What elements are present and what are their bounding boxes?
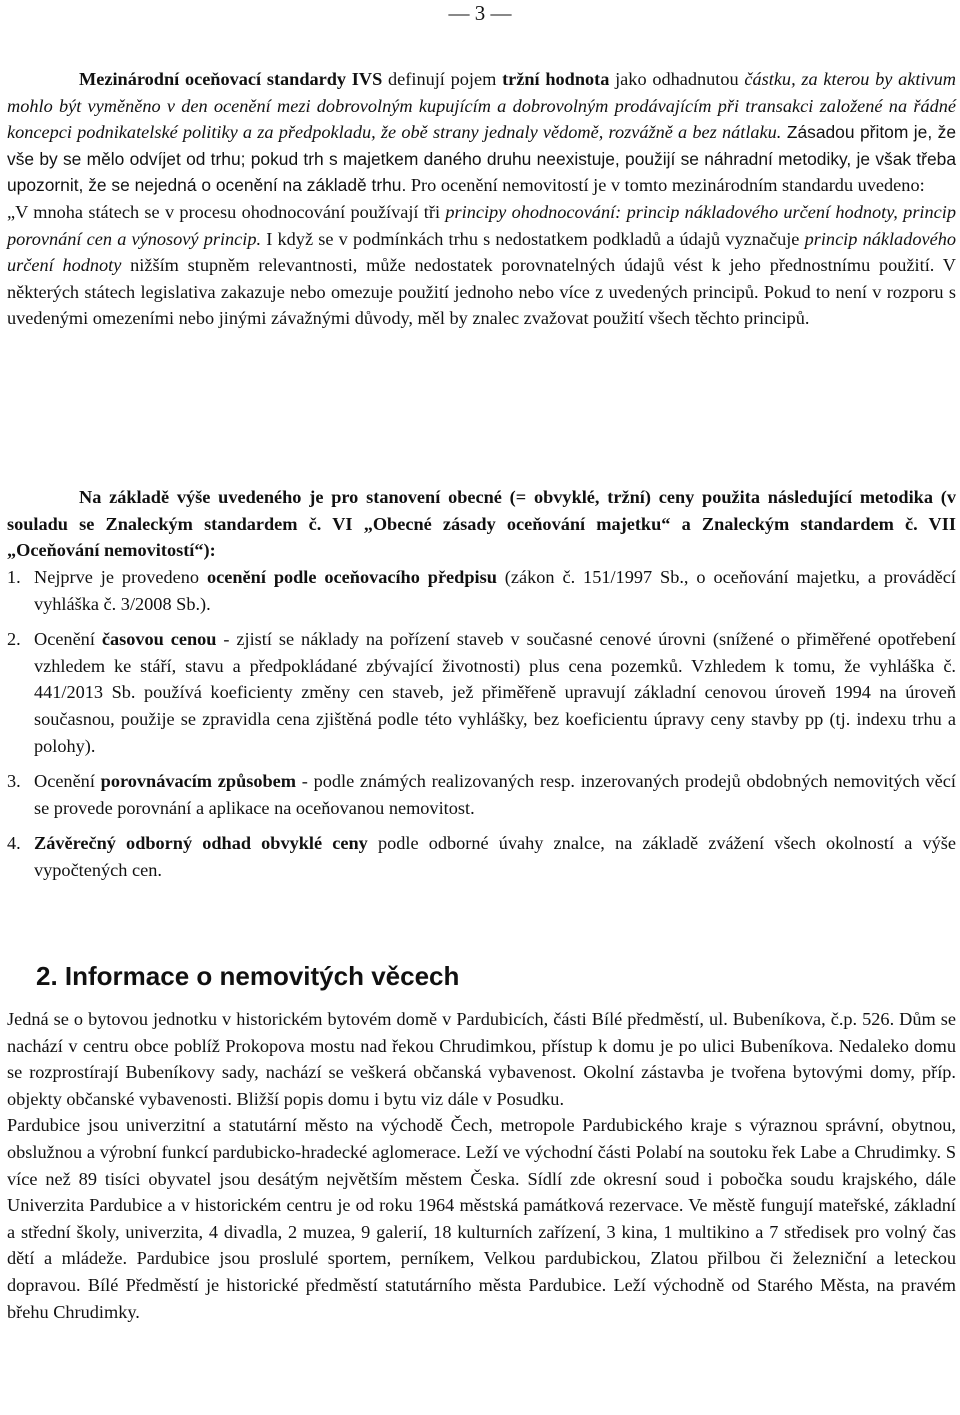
- market-value-definition: částku, za kterou by aktivum mohlo být vyměněno v den ocenění mezi dobrovolným kupujícím a dobrovolným prodávajícím při transakci založené na řádné koncepci podnikatelské politiky a za předpokladu, že obě strany jednaly vědomě, rozvážně a bez nátlaku.: [7, 69, 956, 143]
- list-item: 2. Ocenění časovou cenou - zjistí se náklady na pořízení staveb v současné cenové úrovni (snížené o přiměřené opotřebení vzhledem ke stáří, stavu a předpokládané zbývající životnosti) plus cena pozemků. Vzhledem k tomu, že vyhláška č. 441/2013 Sb. používá koeficienty změny cen staveb, jež přiměřeně upravují základní cenovou úroveň 1994 na úroveň současnou, použije se zpravidla cena zjištěná podle této vyhlášky, bez koeficientu úpravy ceny stavby pp (tj. indexu trhu a polohy).: [7, 629, 956, 756]
- section-heading: 2. Informace o nemovitých věcech: [36, 961, 460, 991]
- property-description: Jedná se o bytovou jednotku v historickém bytovém domě v Pardubicích, části Bílé předměstí, ul. Bubeníkova, č.p. 526. Dům se nachází v centru obce poblíž Prokopova mostu nad řekou Chrudimkou, přístup k domu je po ulici Bubeníkova. Nedaleko domu se rozprostírají Bubeníkovy sady, nachází se veškerá občanská vybavenost. Okolní zástavba je tvořena bytovými domy, příp. objekty občanské vybavenosti. Bližší popis domu i bytu viz dále v Posudku. Pardubice jsou univerzitní a statutární město na východě Čech, metropole Pardubického kraje s výraznou správní, obytnou, obslužnou a výrobní funkcí pardubicko-hradecké aglomerace. Leží ve východní části Polabí na soutoku řek Labe a Chrudimky. S více než 89 tisíci obyvatel jsou desátým největším městem Česka. Sídlí zde okresní soud i pobočka soudu krajského, dále Univerzita Pardubice a v historickém centru je od roku 1964 městská památková rezervace. Ve městě fungují mateřské, základní a střední školy, univerzita, 4 divadla, 2 muzea, 9 galerií, 18 kulturních zařízení, 3 kina, 1 multikino a 7 středisek pro volný čas dětí a mládeže. Pardubice jsou proslulé sportem, perníkem, Velkou pardubickou, Zlatou přilbou či železniční a leteckou dopravou. Bílé Předměstí je historické předměstí statutárního města Pardubice. Leží východně od Starého Města, na pravém břehu Chrudimky.: [7, 1006, 956, 1325]
- list-item: 1. Nejprve je provedeno ocenění podle oceňovacího předpisu (zákon č. 151/1997 Sb., o oceňování majetku, a prováděcí vyhláška č. 3/2008 Sb.).: [7, 567, 956, 614]
- methodology-intro: Na základě výše uvedeného je pro stanovení obecné (= obvyklé, tržní) ceny použita následující metodika (v souladu se Znaleckým standardem č. VI „Obecné zásady oceňování majetku“ a Znaleckým standardem č. VII „Oceňování nemovitostí“):: [7, 487, 956, 561]
- term-market-value: tržní hodnota: [502, 69, 610, 89]
- list-item: 4. Závěrečný odborný odhad obvyklé ceny podle odborné úvahy znalce, na základě zvážení všech okolností a výše vypočtených cen.: [7, 833, 956, 880]
- city-description: Pardubice jsou univerzitní a statutární město na východě Čech, metropole Pardubického kraje s výraznou správní, obytnou, obslužnou a výrobní funkcí pardubicko-hradecké aglomerace. Leží ve východní části Polabí na soutoku řek Labe a Chrudimky. S více než 89 tisíci obyvatel jsou desátým největším městem Česka. Sídlí zde okresní soud i pobočka soudu krajského, dále Univerzita Pardubice a v historickém centru je od roku 1964 městská památková rezervace. Ve městě fungují mateřské, základní a střední školy, univerzita, 4 divadla, 2 muzea, 9 galerií, 18 kulturních zařízení, 3 kina, 1 multikino a 7 středisek pro volný čas dětí a mládeže. Pardubice jsou proslulé sportem, perníkem, Velkou pardubickou, Zlatou přilbou či železniční a leteckou dopravou. Bílé Předměstí je historické předměstí statutárního města Pardubice. Leží východně od Starého Města, na pravém břehu Chrudimky.: [7, 1115, 956, 1322]
- page-number: — 3 —: [448, 1, 512, 25]
- ivs-paragraph: Mezinárodní oceňovací standardy IVS definují pojem tržní hodnota jako odhadnutou částku, za kterou by aktivum mohlo být vyměněno v den ocenění mezi dobrovolným kupujícím a dobrovolným prodávajícím při transakci založené na řádné koncepci podnikatelské politiky a za předpokladu, že obě strany jednaly vědomě, rozvážně a bez nátlaku. Zásadou přitom je, že vše by se mělo odvíjet od trhu; pokud trh s majetkem daného druhu neexistuje, použijí se náhradní metodiky, je však třeba upozornit, že se nejedná o ocenění na základě trhu. Pro ocenění nemovitostí je v tomto mezinárodním standardu uvedeno: „V mnoha státech se v procesu ohodnocování používají tři principy ohodnocování: princip nákladového určení hodnoty, princip porovnání cen a výnosový princip. I když se v podmínkách trhu s nedostatkem podkladů a údajů vyznačuje princip nákladového určení hodnoty nižším stupněm relevantnosti, může nedostatek porovnatelných údajů vést k jeho přednostnímu použití. V některých státech legislativa zakazuje nebo omezuje použití jednoho nebo více z uvedených principů. Pokud to není v rozporu s uvedenými omezeními nebo jinými závažnými důvody, měl by znalec zvažovat použití všech těchto principů.: [7, 69, 957, 329]
- methodology-list: [7, 564, 956, 884]
- ivs-standard-name: Mezinárodní oceňovací standardy IVS: [79, 69, 383, 89]
- list-item: 3. Ocenění porovnávacím způsobem - podle známých realizovaných resp. inzerovaných prodejů obdobných nemovitých věcí se provede porovnání a aplikace na oceňovanou nemovitost.: [7, 771, 956, 818]
